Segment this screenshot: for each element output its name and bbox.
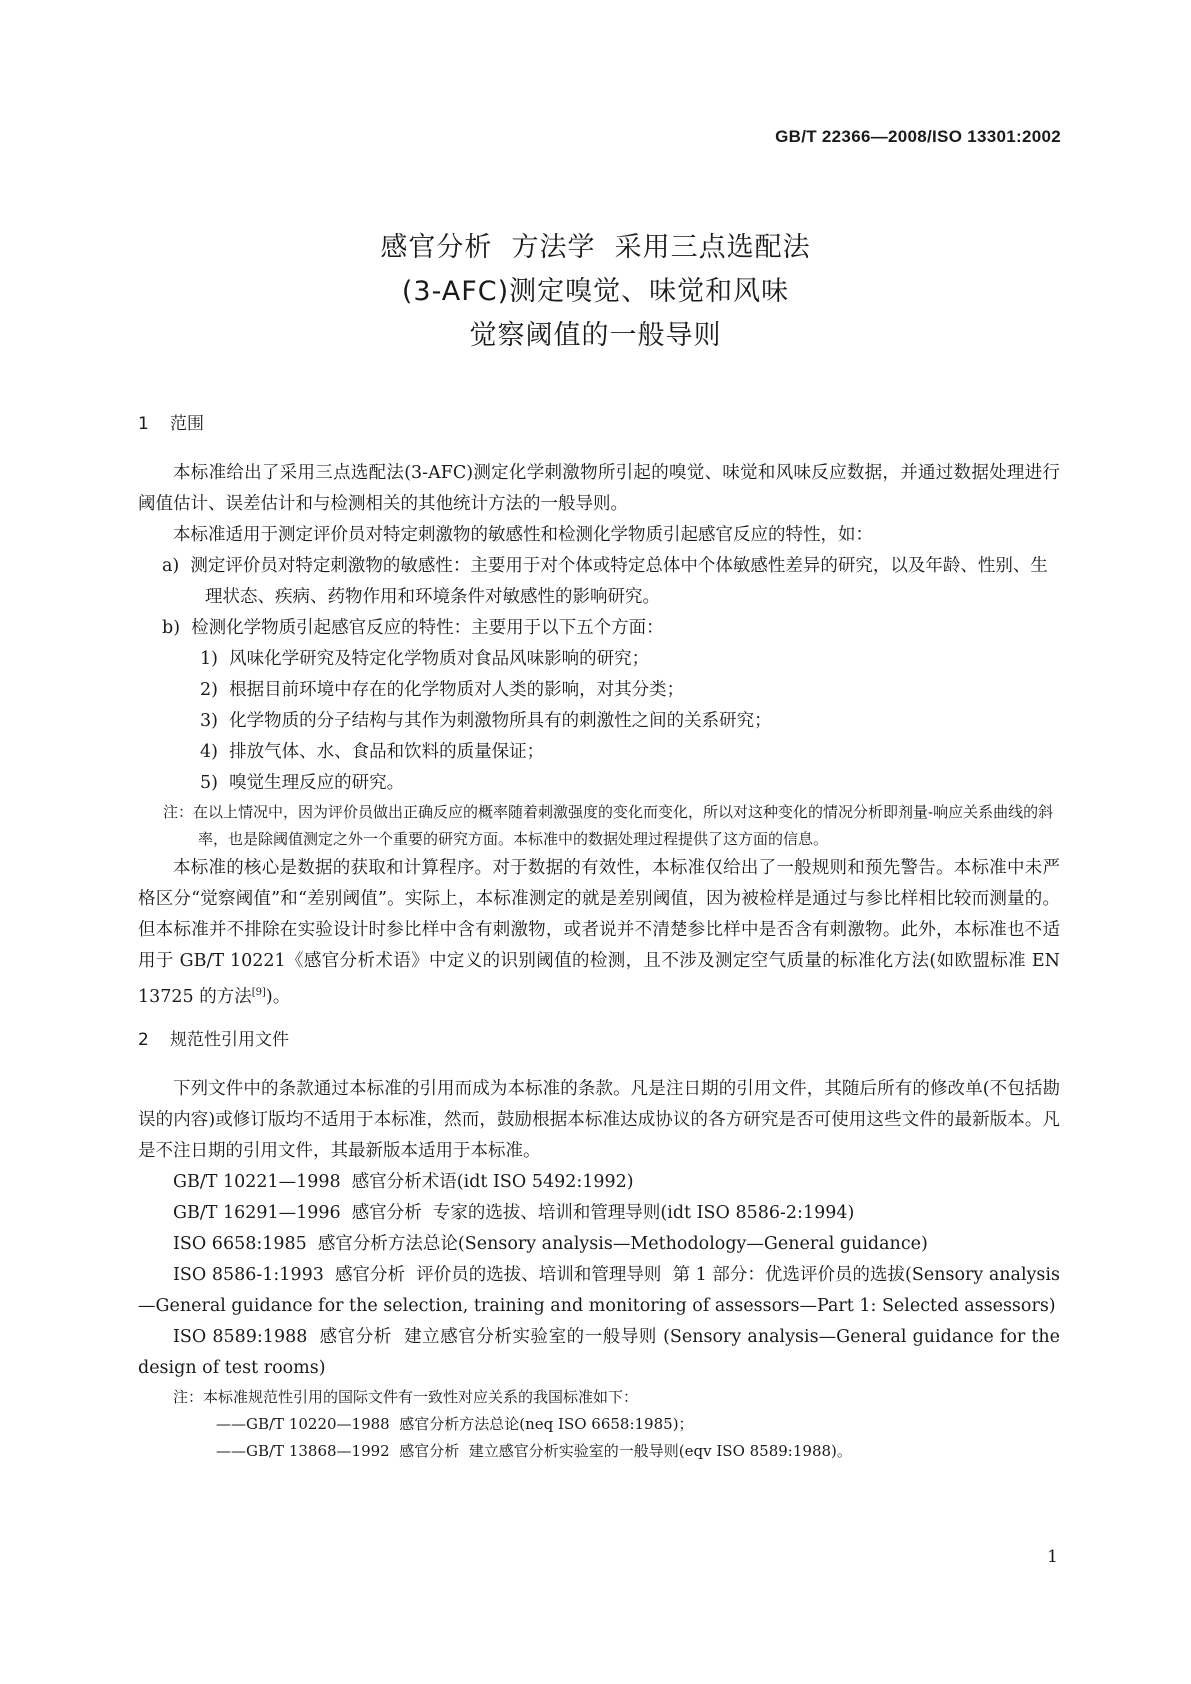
list-item: b) 检测化学物质引起感官反应的特性：主要用于以下五个方面：: [162, 618, 664, 638]
sub-list-item: 4) 排放气体、水、食品和饮料的质量保证；: [200, 742, 545, 762]
document-body: [138, 405, 1066, 1465]
sub-list-item: 3) 化学物质的分子结构与其作为刺激物所具有的刺激性之间的关系研究；: [200, 711, 772, 731]
note: 注：本标准规范性引用的国际文件有一致性对应关系的我国标准如下：: [173, 1387, 639, 1406]
paragraph: 本标准适用于测定评价员对特定刺激物的敏感性和检测化学物质引起感官反应的特性，如：: [173, 525, 873, 545]
section-number: 1: [138, 414, 149, 434]
sub-list-item: 2) 根据目前环境中存在的化学物质对人类的影响，对其分类；: [200, 680, 685, 700]
sub-list-item: 5) 嗅觉生理反应的研究。: [200, 773, 405, 793]
title-line-3: 觉察阈值的一般导则: [469, 320, 722, 351]
reference-item: GB/T 10221—1998 感官分析术语(idt ISO 5492:1992): [173, 1171, 634, 1192]
paragraph: 本标准给出了采用三点选配法(3-AFC)测定化学刺激物所引起的嗅觉、味觉和风味反应数据，并通过数据处理进行阈值估计、误差估计和与检测相关的其他统计方法的一般导则。: [138, 463, 1060, 514]
section-2-heading: [138, 1025, 1060, 1056]
title-line-2: (3-AFC)测定嗅觉、味觉和风味: [401, 276, 790, 307]
citation-ref: [9]: [251, 987, 266, 998]
paragraph-text: 本标准的核心是数据的获取和计算程序。对于数据的有效性，本标准仅给出了一般规则和预先警告。本标准中未严格区分“觉察阈值”和“差别阈值”。实际上，本标准测定的就是差别阈值，因为被检样是通过与参比样相比较而测量的。但本标准并不排除在实验设计时参比样中含有刺激物，或者说并不清楚参比样中是否含有刺激物。此外，本标准也不适用于 GB/T 10221《感官分析术语》中定义的识别阈值的检测，且不涉及测定空气质量的标准化方法(如欧盟标准 EN 13725 的方法: [138, 858, 1060, 1007]
note: 注：在以上情况中，因为评价员做出正确反应的概率随着刺激强度的变化而变化，所以对这种变化的情况分析即剂量-响应关系曲线的斜率，也是除阈值测定之外一个重要的研究方面。本标准中的数据处理过程提供了这方面的信息。: [163, 803, 1054, 848]
section-title: 范围: [170, 414, 204, 434]
section-1-heading: [138, 409, 1060, 440]
note-list-item: ——GB/T 10220—1988 感官分析方法总论(neq ISO 6658:1985)；: [216, 1414, 694, 1433]
document-title: [0, 226, 1191, 358]
paragraph: [138, 853, 1060, 1013]
reference-item: ISO 8589:1988 感官分析 建立感官分析实验室的一般导则 (Sensory analysis—General guidance for the design of test rooms): [138, 1326, 1066, 1378]
reference-item: ISO 6658:1985 感官分析方法总论(Sensory analysis—Methodology—General guidance): [173, 1233, 928, 1254]
paragraph: 下列文件中的条款通过本标准的引用而成为本标准的条款。凡是注日期的引用文件，其随后所有的修改单(不包括勘误的内容)或修订版均不适用于本标准，然而，鼓励根据本标准达成协议的各方研究是否可使用这些文件的最新版本。凡是不注日期的引用文件，其最新版本适用于本标准。: [138, 1078, 1060, 1161]
standard-code: GB/T 22366—2008/ISO 13301:2002: [775, 127, 1061, 146]
reference-item: ISO 8586-1:1993 感官分析 评价员的选拔、培训和管理导则 第 1 部分：优选评价员的选拔(Sensory analysis—General guidance for the selection, training and monitoring of assessors—Part 1: Selected assessors): [138, 1264, 1060, 1316]
paragraph-end: )。: [265, 986, 291, 1007]
sub-list-item: 1) 风味化学研究及特定化学物质对食品风味影响的研究；: [200, 649, 650, 669]
note-list-item: ——GB/T 13868—1992 感官分析 建立感官分析实验室的一般导则(eqv ISO 8589:1988)。: [216, 1441, 852, 1460]
title-line-1: 感官分析 方法学 采用三点选配法: [380, 232, 811, 263]
section-number: 2: [138, 1029, 149, 1050]
list-item: a) 测定评价员对特定刺激物的敏感性：主要用于对个体或特定总体中个体敏感性差异的研究，以及年龄、性别、生理状态、疾病、药物作用和环境条件对敏感性的影响研究。: [162, 556, 1048, 607]
page-number: 1: [1047, 1547, 1058, 1567]
section-title: 规范性引用文件: [170, 1029, 289, 1050]
reference-item: GB/T 16291—1996 感官分析 专家的选拔、培训和管理导则(idt ISO 8586-2:1994): [173, 1202, 855, 1223]
